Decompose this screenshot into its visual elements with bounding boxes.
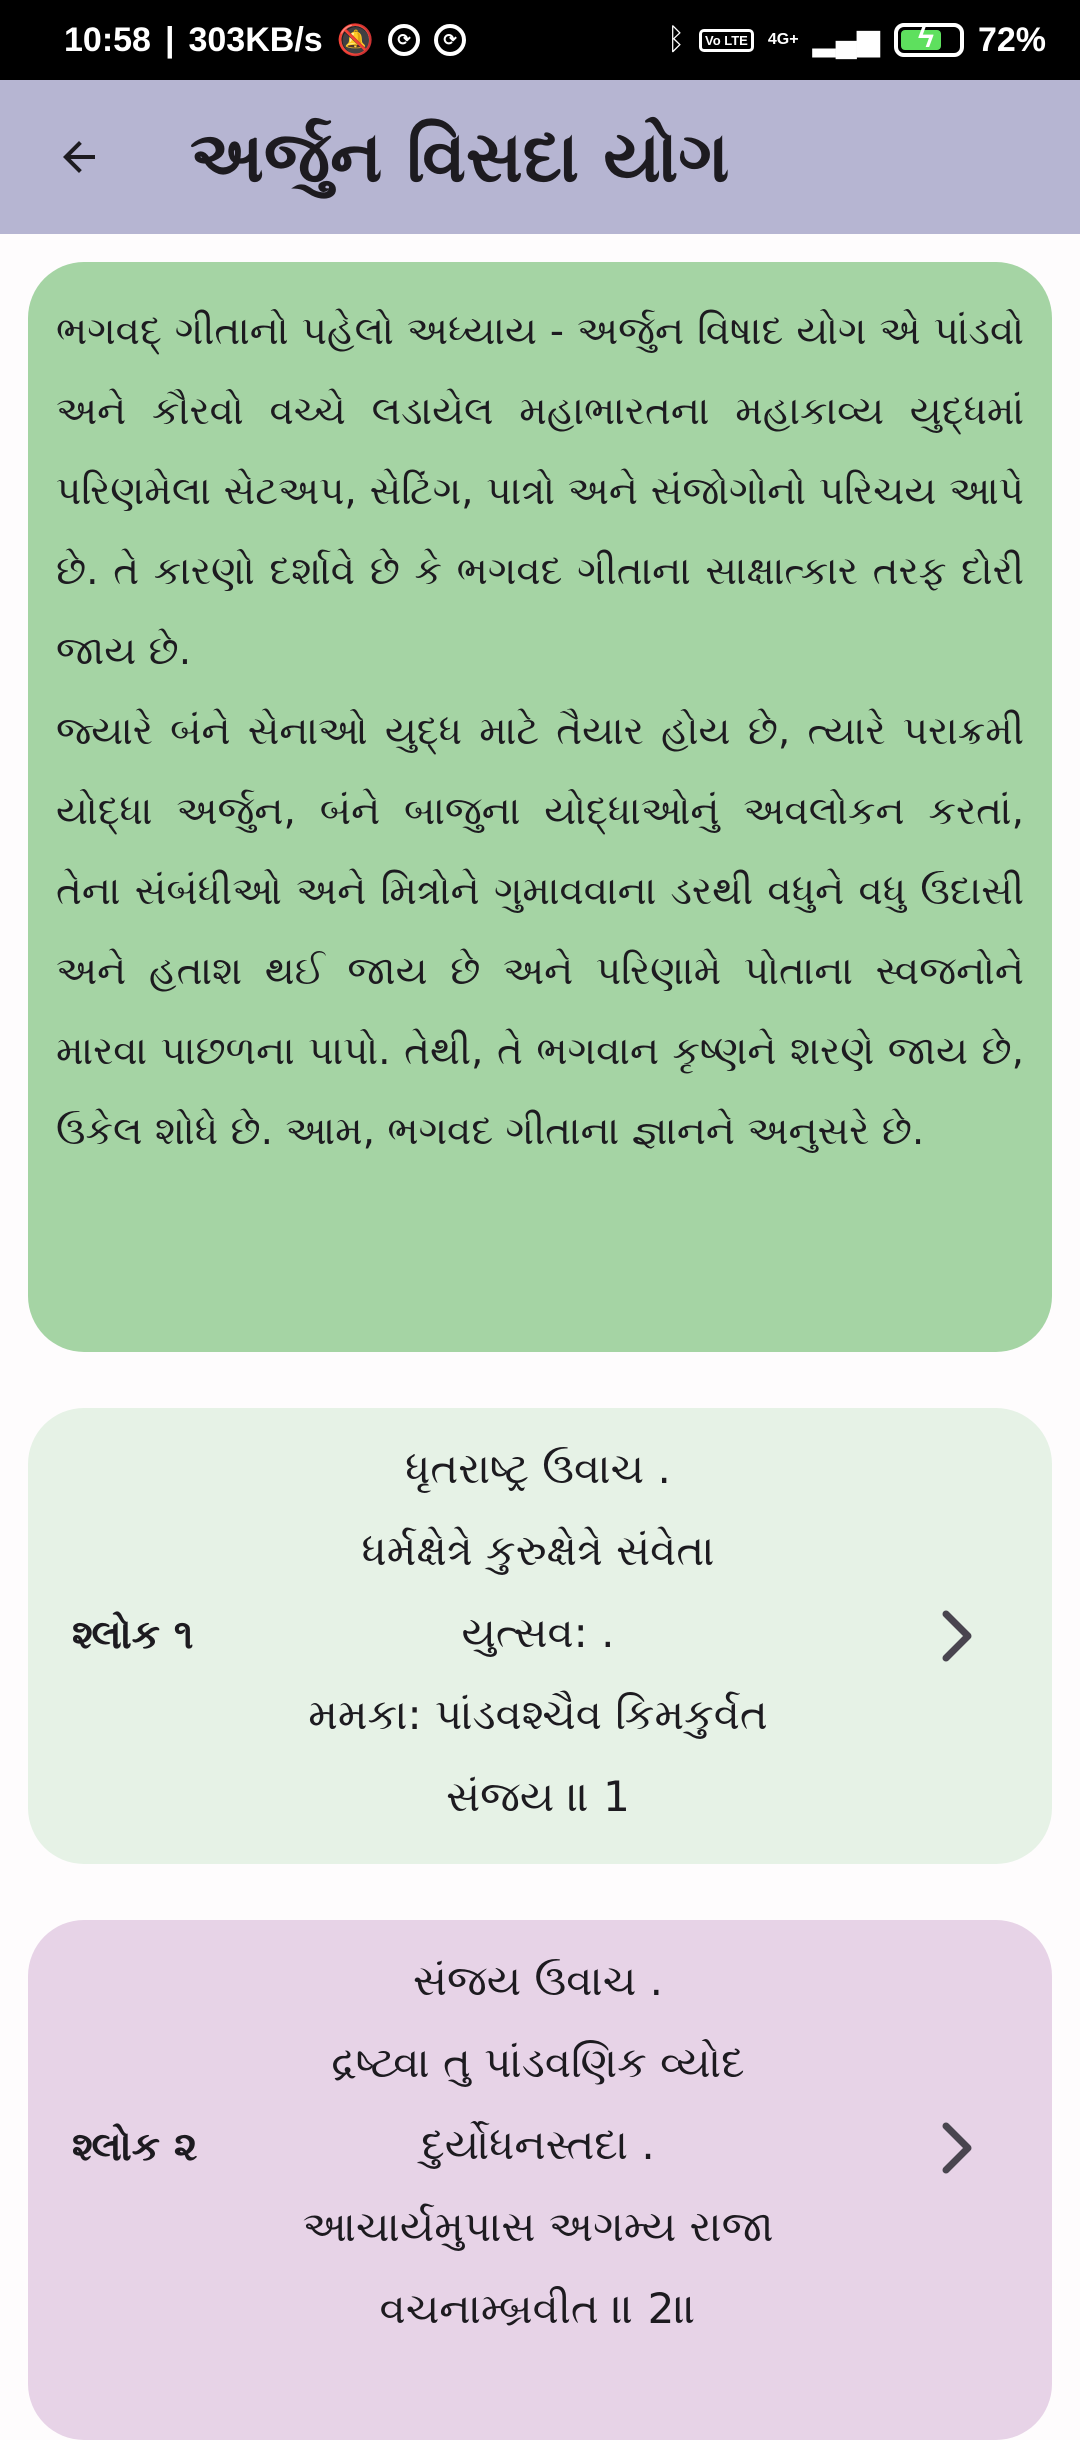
status-time: 10:58 <box>64 20 151 59</box>
shloka-text <box>228 1428 848 1838</box>
app-bar <box>0 80 1080 234</box>
shloka-line: વચનામ્બ્રવીત ॥ 2॥ <box>379 2284 697 2333</box>
intro-paragraph-1: ભગવદ્ ગીતાનો પહેલો અધ્યાય - અર્જુન વિષાદ યોગ એ પાંડવો અને કૌરવો વચ્ચે લડાયેલ મહાભારતના મહાકાવ્ય યુદ્ધમાં પરિણમેલા સેટઅપ, સેટિંગ, પાત્રો અને સંજોગોનો પરિચય આપે છે. તે કારણો દર્શાવે છે કે ભગવદ ગીતાના સાક્ષાત્કાર તરફ દોરી જાય છે. <box>56 309 1024 674</box>
arrow-back-icon <box>55 133 103 181</box>
volte-icon: Vo LTE <box>699 29 754 52</box>
status-bar-right <box>667 21 1046 60</box>
shloka-text <box>228 1940 848 2350</box>
sync-icon: ⟳ <box>388 24 420 56</box>
back-button[interactable] <box>34 112 124 202</box>
chevron-right-icon <box>938 1606 978 1666</box>
intro-card <box>28 262 1052 1352</box>
bluetooth-icon: ᛒ <box>666 23 685 56</box>
status-speed: 303KB/s <box>188 20 323 59</box>
shloka-line: દુર્યોધનસ્તદા . <box>421 2120 655 2169</box>
shloka-line: ધર્મક્ષેત્રે કુરુક્ષેત્રે સંવેતા <box>361 1526 715 1575</box>
signal-icon: ▂▄▆ <box>812 23 880 57</box>
shloka-card-2[interactable] <box>28 1920 1052 2440</box>
intro-paragraph-2: જ્યારે બંને સેનાઓ યુદ્ધ માટે તૈયાર હોય છે, ત્યારે પરાક્રમી યોદ્ધા અર્જુન, બંને બાજુના યોદ્ધાઓનું અવલોકન કરતાં, તેના સંબંધીઓ અને મિત્રોને ગુમાવવાના ડરથી વધુને વધુ ઉદાસી અને હતાશ થઈ જાય છે અને પરિણામે પોતાના સ્વજનોને મારવા પાછળના પાપો. તેથી, તે ભગવાન કૃષ્ણને શરણે જાય છે, ઉકેલ શોધે છે. આમ, ભગવદ ગીતાના જ્ઞાનને અનુસરે છે. <box>56 709 1024 1154</box>
shloka-card-1[interactable] <box>28 1408 1052 1864</box>
bell-muted-icon: 🔕 <box>336 23 375 57</box>
chevron-right-icon <box>938 2118 978 2178</box>
battery-percent: 72% <box>977 20 1046 59</box>
charging-bolt-icon: ϟ <box>917 21 934 54</box>
shloka-line: સંજય ઉવાચ . <box>412 1956 663 2005</box>
shloka-label: શ્લોક ૧ <box>72 1612 194 1658</box>
page-title: અર્જુન વિસદા યોગ <box>190 115 730 198</box>
status-bar <box>0 0 1080 80</box>
status-bar-left <box>64 21 466 60</box>
shloka-line: સંજય ॥ 1 <box>446 1772 630 1821</box>
status-divider: | <box>164 20 175 59</box>
shloka-line: દ્રષ્ટ્વા તુ પાંડવણિક વ્યોદ <box>331 2038 745 2087</box>
sync-alt-icon: ⟳ <box>434 24 466 56</box>
shloka-label: શ્લોક ૨ <box>72 2124 198 2170</box>
shloka-line: મમકા: પાંડવશ્ચૈવ કિમકુર્વત <box>308 1690 768 1739</box>
battery-icon <box>894 23 964 57</box>
network-type: 4G+ <box>767 31 799 48</box>
shloka-line: આચાર્યમુપાસ અગમ્ય રાજા <box>302 2202 774 2251</box>
shloka-line: ધૃતરાષ્ટ્ર ઉવાચ . <box>405 1444 671 1493</box>
shloka-line: યુત્સવ: . <box>461 1608 615 1657</box>
